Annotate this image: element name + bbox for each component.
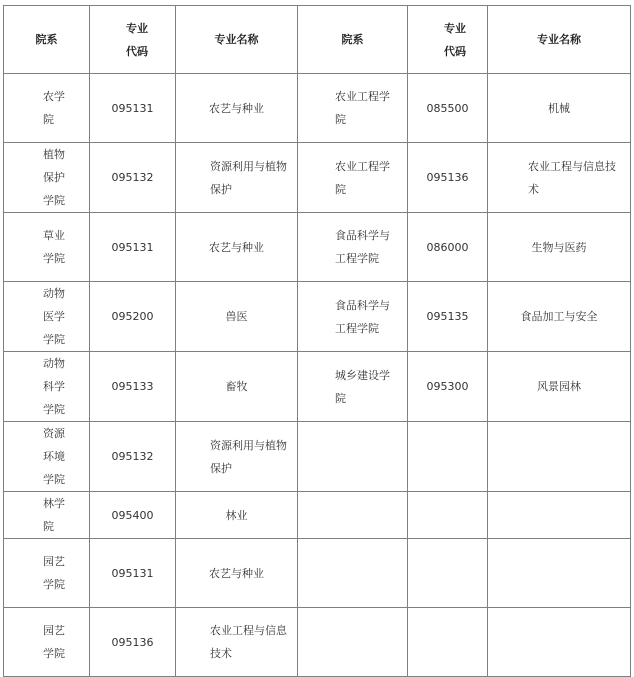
major-code-cell: 095400 [90,492,176,539]
table-row [4,539,631,608]
table-row [4,213,631,282]
table-header-row [4,6,631,74]
major-name-cell-2 [488,422,631,492]
major-code-cell-2: 085500 [408,74,488,143]
major-name-cell: 兽医 [176,282,298,352]
major-code-cell-2: 095135 [408,282,488,352]
header-major-name-2: 专业名称 [488,6,631,74]
department-cell: 资源环境学院 [4,422,90,492]
department-cell: 林学院 [4,492,90,539]
major-code-cell-2 [408,539,488,608]
major-code-cell: 095131 [90,539,176,608]
department-cell-2: 食品科学与工程学院 [298,282,408,352]
major-code-cell-2 [408,422,488,492]
department-cell-2 [298,422,408,492]
header-department-2: 院系 [298,6,408,74]
major-code-cell: 095132 [90,422,176,492]
table-row [4,422,631,492]
header-major-code-2: 专业代码 [408,6,488,74]
major-code-cell: 095136 [90,608,176,677]
major-code-cell: 095133 [90,352,176,422]
department-cell: 草业学院 [4,213,90,282]
table-row [4,352,631,422]
majors-table [3,5,631,677]
header-department: 院系 [4,6,90,74]
major-name-cell-2: 食品加工与安全 [488,282,631,352]
department-cell-2 [298,539,408,608]
department-cell: 园艺学院 [4,539,90,608]
major-name-cell: 农艺与种业 [176,213,298,282]
department-cell-2 [298,608,408,677]
major-name-cell: 林业 [176,492,298,539]
major-name-cell: 畜牧 [176,352,298,422]
major-name-cell-2 [488,492,631,539]
department-cell: 农学院 [4,74,90,143]
major-code-cell: 095131 [90,74,176,143]
major-name-cell: 农业工程与信息技术 [176,608,298,677]
header-major-code: 专业代码 [90,6,176,74]
major-name-cell-2: 生物与医药 [488,213,631,282]
department-cell: 植物保护学院 [4,143,90,213]
major-name-cell: 资源利用与植物保护 [176,143,298,213]
department-cell: 园艺学院 [4,608,90,677]
major-name-cell-2: 机械 [488,74,631,143]
department-cell-2: 城乡建设学院 [298,352,408,422]
department-cell-2: 农业工程学院 [298,74,408,143]
major-name-cell-2 [488,539,631,608]
major-name-cell: 农艺与种业 [176,539,298,608]
table-row [4,492,631,539]
major-code-cell-2 [408,492,488,539]
major-name-cell: 农艺与种业 [176,74,298,143]
table-row [4,143,631,213]
table-row [4,74,631,143]
major-name-cell-2: 风景园林 [488,352,631,422]
major-code-cell-2: 095300 [408,352,488,422]
major-name-cell-2: 农业工程与信息技术 [488,143,631,213]
department-cell-2 [298,492,408,539]
major-code-cell: 095200 [90,282,176,352]
table-row [4,608,631,677]
major-code-cell-2: 086000 [408,213,488,282]
department-cell-2: 食品科学与工程学院 [298,213,408,282]
major-name-cell: 资源利用与植物保护 [176,422,298,492]
department-cell-2: 农业工程学院 [298,143,408,213]
table-row [4,282,631,352]
department-cell: 动物科学学院 [4,352,90,422]
major-code-cell: 095132 [90,143,176,213]
major-code-cell-2: 095136 [408,143,488,213]
major-code-cell-2 [408,608,488,677]
header-major-name: 专业名称 [176,6,298,74]
major-code-cell: 095131 [90,213,176,282]
department-cell: 动物医学学院 [4,282,90,352]
major-name-cell-2 [488,608,631,677]
